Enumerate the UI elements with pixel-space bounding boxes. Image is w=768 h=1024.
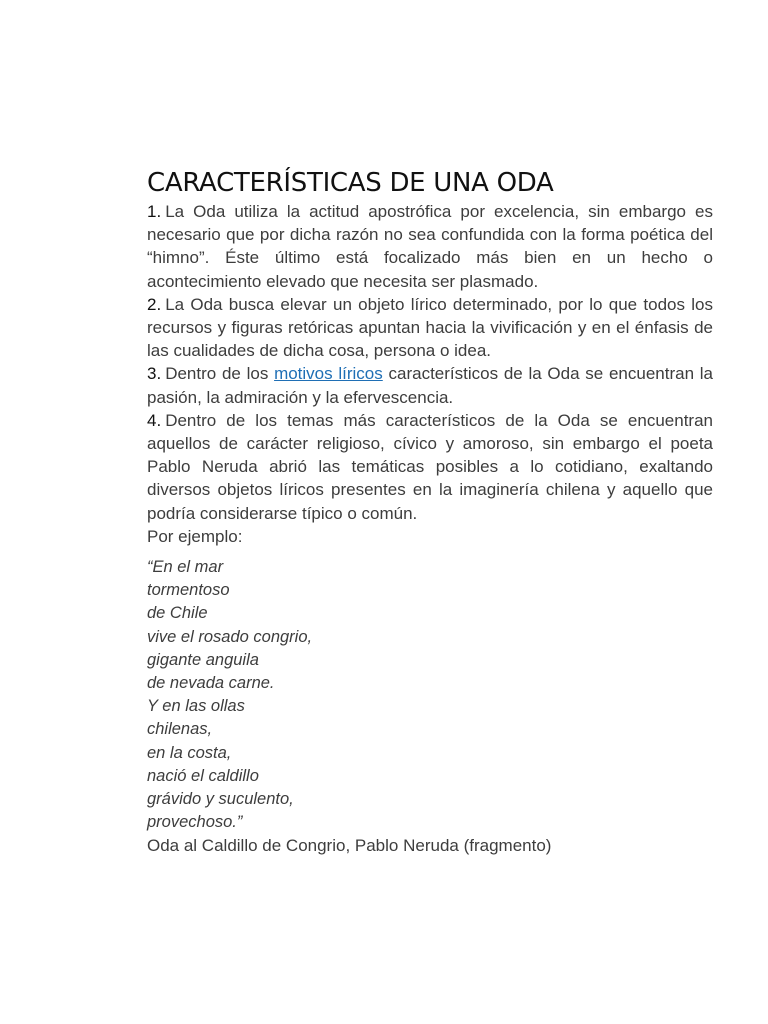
list-item xyxy=(147,409,713,525)
poem-line: en la costa, xyxy=(147,743,232,762)
item-number: 1. xyxy=(147,202,162,221)
list-item xyxy=(147,200,713,293)
poem-source: Oda al Caldillo de Congrio, Pablo Neruda (fragmento) xyxy=(147,836,552,856)
poem-line: “En el mar xyxy=(147,558,224,577)
example-label: Por ejemplo: xyxy=(147,526,243,546)
item-text: Dentro de los temas más característicos de la Oda se encuentran aquellos de carácter religioso, cívico y amoroso, sin embargo el poeta Pablo Neruda abrió las temáticas posibles a lo cotidiano, exaltando diversos objetos líricos presentes en la imaginería chilena y aquello que podría considerarse típico o común. xyxy=(147,410,713,523)
document-content xyxy=(147,168,713,858)
list-item xyxy=(147,362,713,408)
page-title: CARACTERÍSTICAS DE UNA ODA xyxy=(147,168,554,198)
item-text-after: característicos de la Oda se encuentran la pasión, la admiración y la efervescencia. xyxy=(147,364,713,407)
item-number: 3. xyxy=(147,364,162,384)
poem-line: nació el caldillo xyxy=(147,766,259,785)
poem-line: tormentoso xyxy=(147,581,230,600)
poem-line: vive el rosado congrio, xyxy=(147,627,313,646)
poem-line: de Chile xyxy=(147,604,208,623)
poem-line: grávido y suculento, xyxy=(147,790,294,809)
item-text: La Oda busca elevar un objeto lírico determinado, por lo que todos los recursos y figuras retóricas apuntan hacia la vivificación y en el énfasis de las cualidades de dicha cosa, persona o idea. xyxy=(147,294,713,361)
motivos-liricos-link[interactable]: motivos líricos xyxy=(274,364,383,384)
item-number: 2. xyxy=(147,294,162,314)
poem-line: provechoso.” xyxy=(147,813,243,832)
item-text-before: Dentro de los xyxy=(165,364,269,384)
list-item xyxy=(147,293,713,363)
poem-fragment xyxy=(147,556,713,834)
item-number: 4. xyxy=(147,410,162,430)
poem-line: Y en las ollas xyxy=(147,697,245,716)
poem-line: de nevada carne. xyxy=(147,674,275,693)
poem-line: chilenas, xyxy=(147,720,213,739)
poem-line: gigante anguila xyxy=(147,650,259,669)
item-text: La Oda utiliza la actitud apostrófica por excelencia, sin embargo es necesario que por dicha razón no sea confundida con la forma poética del “himno”. Éste último está focalizado más bien en un hecho o acontecimiento elevado que necesita ser plasmado. xyxy=(147,202,713,291)
